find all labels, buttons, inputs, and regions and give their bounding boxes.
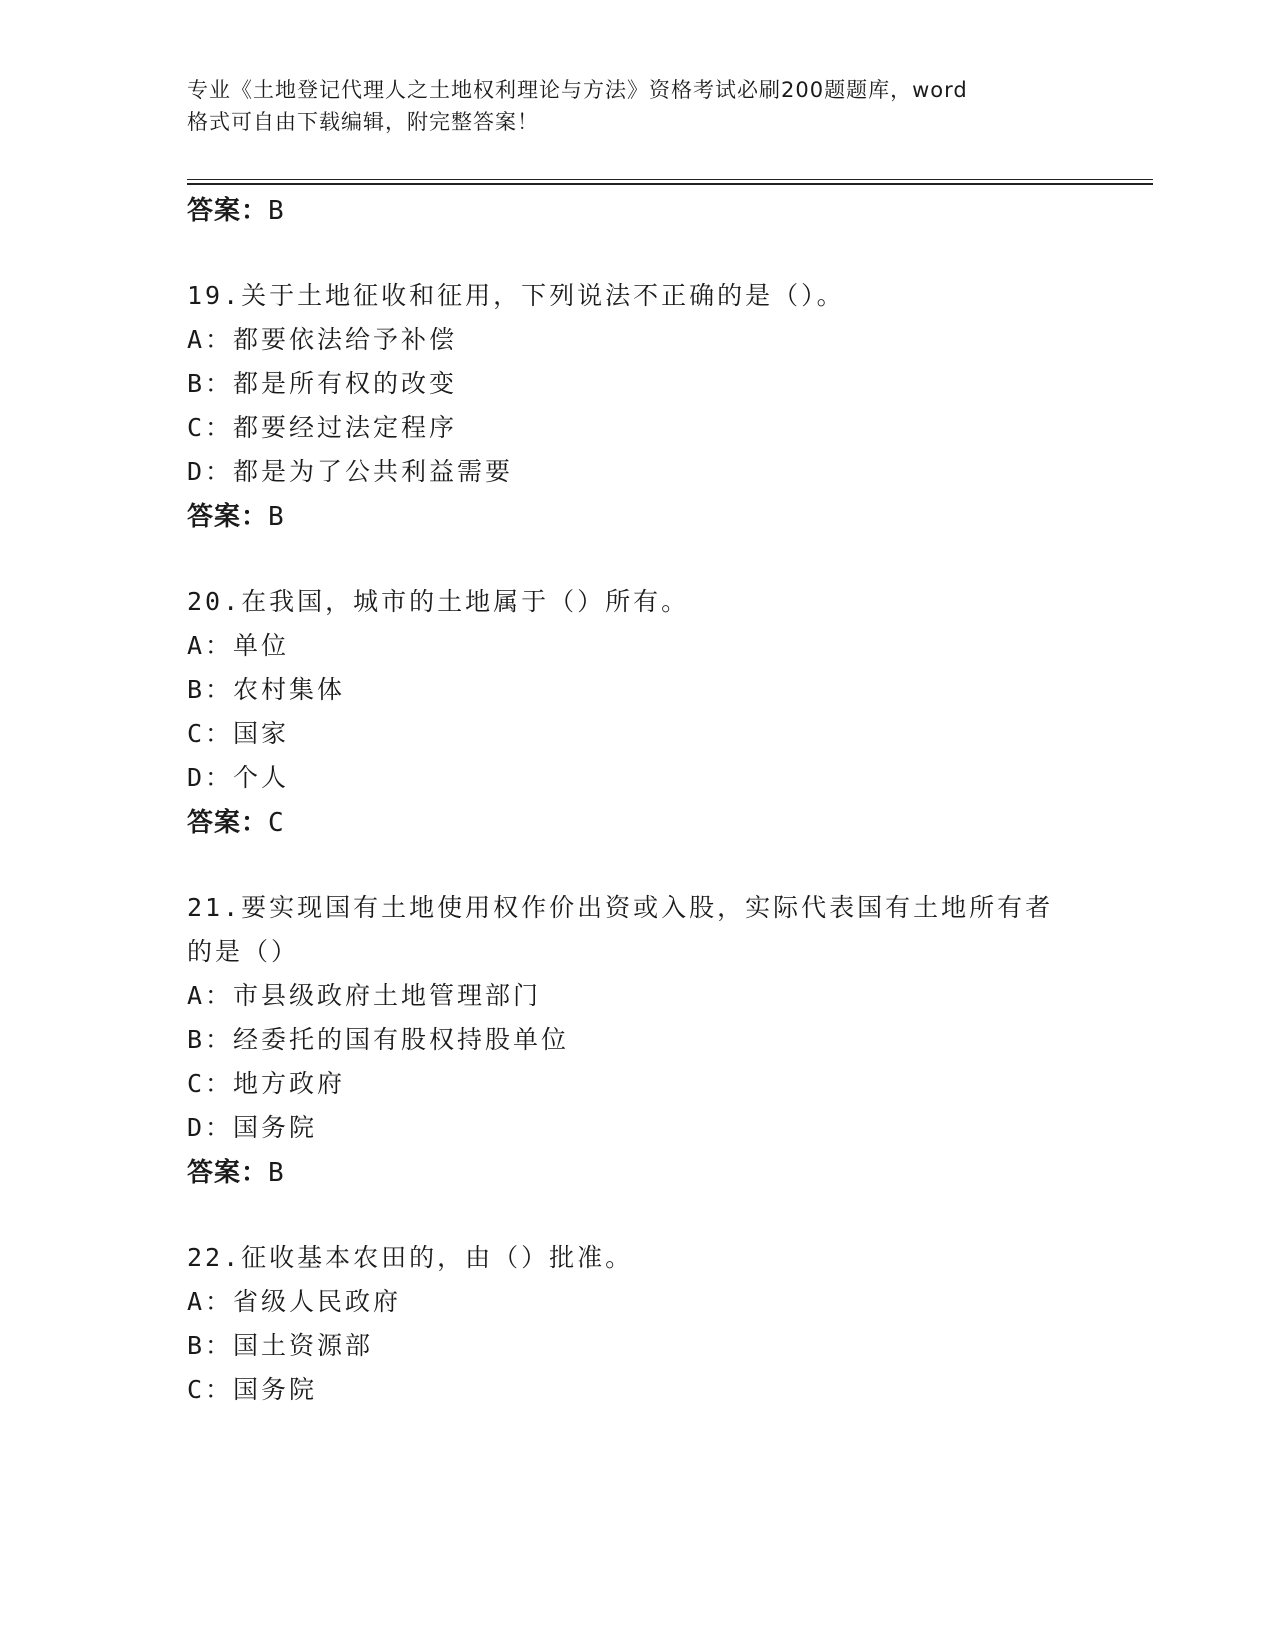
option-c: C：国家	[187, 719, 290, 748]
option-b: B：国土资源部	[187, 1331, 374, 1360]
answer-label: 答案：	[187, 502, 269, 532]
option-a: A：单位	[187, 631, 290, 660]
option-c: C：地方政府	[187, 1069, 346, 1098]
option-a: A：省级人民政府	[187, 1287, 402, 1316]
answer-value: B	[268, 196, 285, 226]
answer-value: B	[268, 502, 285, 532]
question-stem: 20.在我国，城市的土地属于（）所有。	[187, 587, 690, 616]
option-c: C：都要经过法定程序	[187, 413, 458, 442]
answer-label: 答案：	[187, 1158, 269, 1188]
option-a: A：市县级政府土地管理部门	[187, 981, 542, 1010]
question-stem: 19.关于土地征收和征用，下列说法不正确的是（）。	[187, 281, 845, 310]
answer-line	[187, 802, 285, 839]
question-stem-continued: 的是（）	[187, 937, 300, 966]
answer-line	[187, 1152, 285, 1189]
option-b: B：经委托的国有股权持股单位	[187, 1025, 570, 1054]
option-a: A：都要依法给予补偿	[187, 325, 458, 354]
answer-label: 答案：	[187, 808, 269, 838]
option-d: D：个人	[187, 763, 290, 792]
question-stem: 22.征收基本农田的，由（）批准。	[187, 1243, 634, 1272]
header-line-1: 专业《土地登记代理人之土地权利理论与方法》资格考试必刷200题题库，word	[187, 78, 968, 102]
option-b: B：农村集体	[187, 675, 346, 704]
option-d: D：国务院	[187, 1113, 318, 1142]
answer-value: C	[268, 808, 285, 838]
answer-line	[187, 496, 285, 533]
answer-value: B	[268, 1158, 285, 1188]
option-c: C：国务院	[187, 1375, 318, 1404]
document-header	[187, 74, 1087, 138]
header-line-2: 格式可自由下载编辑，附完整答案！	[187, 110, 539, 134]
header-divider-thick	[187, 183, 1153, 185]
header-divider-thin	[187, 179, 1153, 180]
option-b: B：都是所有权的改变	[187, 369, 458, 398]
answer-label: 答案：	[187, 196, 269, 226]
question-stem: 21.要实现国有土地使用权作价出资或入股，实际代表国有土地所有者	[187, 893, 1054, 922]
option-d: D：都是为了公共利益需要	[187, 457, 514, 486]
answer-line	[187, 190, 285, 227]
